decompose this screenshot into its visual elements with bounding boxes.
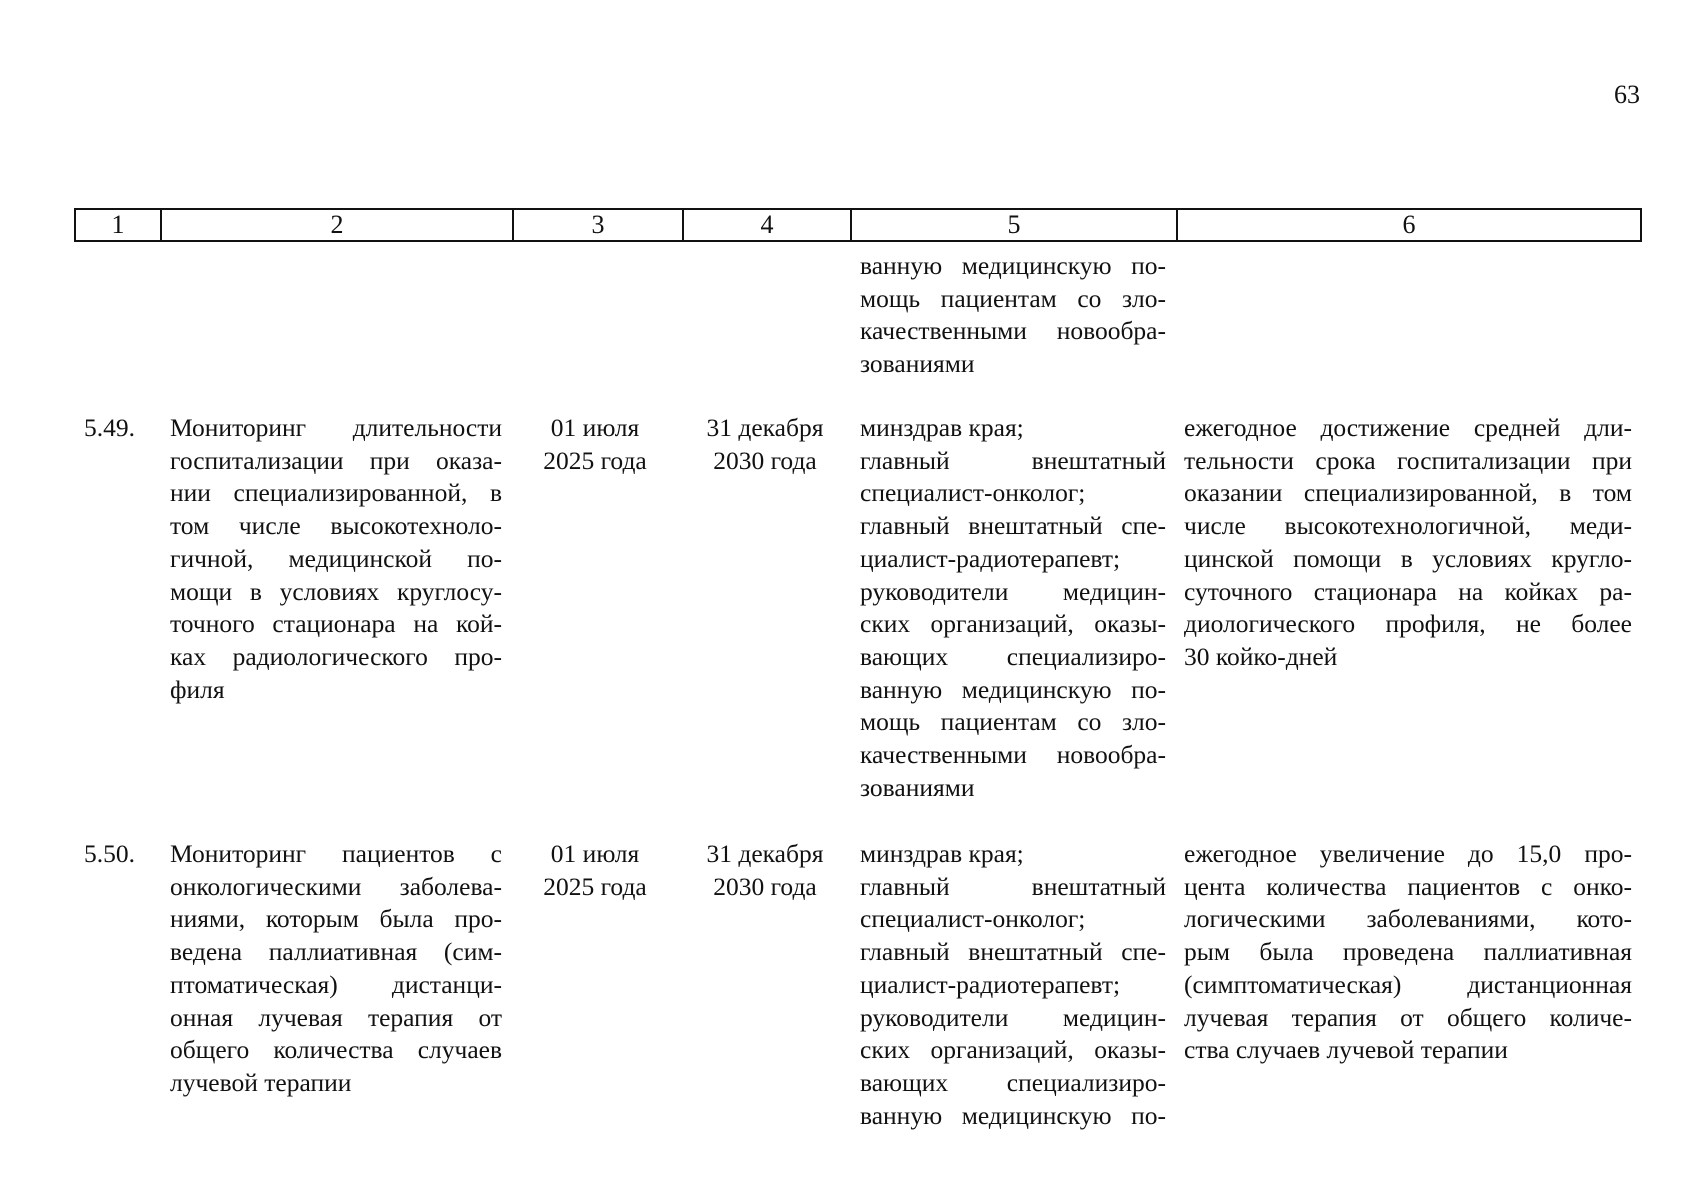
text-line: вающих специализиро-	[860, 1067, 1166, 1097]
text-line: гичной, медицинской по-	[170, 543, 502, 573]
text-line: ках радиологического про-	[170, 641, 502, 671]
start-date	[520, 838, 670, 903]
text-line: ских организаций, оказы-	[860, 609, 1166, 639]
text-line: 2030 года	[713, 871, 817, 901]
header-cell-1: 1	[75, 209, 161, 241]
text-line: 2030 года	[713, 445, 817, 475]
text-line: 31 декабря	[706, 839, 824, 868]
page-number: 63	[1614, 80, 1640, 109]
responsible-executors	[860, 412, 1166, 804]
text-line: 30 койко-дней	[1184, 641, 1338, 671]
text-line: мощи в условиях круглосу-	[170, 576, 502, 606]
text-line: цинской помощи в условиях кругло-	[1184, 543, 1632, 573]
header-cell-5: 5	[851, 209, 1177, 241]
text-line: цента количества пациентов с онко-	[1184, 871, 1632, 901]
text-line: диологического профиля, не более	[1184, 609, 1632, 639]
start-date	[520, 412, 670, 477]
text-line: логическими заболеваниями, кото-	[1184, 904, 1632, 934]
text-line: минздрав края;	[860, 839, 1024, 868]
text-line: мощь пациентам со зло-	[860, 283, 1166, 313]
text-line: мощь пациентам со зло-	[860, 707, 1166, 737]
text-line: главный внештатный	[860, 871, 1166, 901]
text-line: птоматическая) дистанци-	[170, 969, 502, 999]
text-line: 31 декабря	[706, 413, 824, 442]
text-line: ства случаев лучевой терапии	[1184, 1035, 1508, 1065]
text-line: нии специализированной, в	[170, 478, 502, 508]
header-cell-4: 4	[683, 209, 851, 241]
text-line: филя	[170, 674, 225, 704]
text-line: главный внештатный	[860, 445, 1166, 475]
text-line: лучевой терапии	[170, 1067, 352, 1097]
text-line: ванную медицинскую по-	[860, 1100, 1166, 1130]
row-number: 5.49.	[84, 413, 135, 442]
text-line: онкологическими заболева-	[170, 871, 502, 901]
text-line: ежегодное достижение средней дли-	[1184, 413, 1632, 442]
text-line: циалист-радиотерапевт;	[860, 543, 1121, 573]
text-line: специалист-онколог;	[860, 478, 1086, 508]
text-line: ведена паллиативная (сим-	[170, 937, 502, 967]
text-line: 2025 года	[543, 445, 647, 475]
text-line: ниями, которым была про-	[170, 904, 502, 934]
expected-result	[1184, 838, 1632, 1067]
text-line: Мониторинг длительности	[170, 413, 502, 442]
text-line: руководители медицин-	[860, 1002, 1166, 1032]
text-line: руководители медицин-	[860, 576, 1166, 606]
header-row	[75, 209, 1641, 241]
text-line: зованиями	[860, 349, 975, 379]
column-number-header	[74, 208, 1642, 242]
header-cell-3: 3	[513, 209, 683, 241]
text-line: 2025 года	[543, 871, 647, 901]
text-line: циалист-радиотерапевт;	[860, 969, 1121, 999]
text-line: вающих специализиро-	[860, 641, 1166, 671]
text-line: ежегодное увеличение до 15,0 про-	[1184, 839, 1632, 868]
text-line: лучевая терапия от общего количе-	[1184, 1002, 1632, 1032]
responsible-executors	[860, 838, 1166, 1132]
text-line: качественными новообра-	[860, 316, 1166, 346]
text-line: суточного стационара на койках ра-	[1184, 576, 1632, 606]
measure-description	[170, 412, 502, 706]
text-line: ванную медицинскую по-	[860, 674, 1166, 704]
text-line: минздрав края;	[860, 413, 1024, 442]
text-line: зованиями	[860, 772, 975, 802]
text-line: точного стационара на кой-	[170, 609, 502, 639]
row-number: 5.50.	[84, 839, 135, 868]
text-line: качественными новообра-	[860, 740, 1166, 770]
text-line: госпитализации при оказа-	[170, 445, 502, 475]
header-cell-2: 2	[161, 209, 513, 241]
text-line: 01 июля	[550, 413, 640, 442]
text-line: главный внештатный спе-	[860, 511, 1166, 541]
text-line: рым была проведена паллиативная	[1184, 937, 1632, 967]
text-line: Мониторинг пациентов с	[170, 839, 502, 868]
end-date	[690, 838, 840, 903]
expected-result	[1184, 412, 1632, 674]
text-line: числе высокотехнологичной, меди-	[1184, 511, 1632, 541]
text-line: (симптоматическая) дистанционная	[1184, 969, 1632, 999]
text-line: 01 июля	[550, 839, 640, 868]
measure-description	[170, 838, 502, 1100]
text-line: ванную медицинскую по-	[860, 251, 1166, 280]
text-line: оказании специализированной, в том	[1184, 478, 1632, 508]
text-line: онная лучевая терапия от	[170, 1002, 502, 1032]
text-line: ских организаций, оказы-	[860, 1035, 1166, 1065]
text-line: специалист-онколог;	[860, 904, 1086, 934]
text-line: главный внештатный спе-	[860, 937, 1166, 967]
header-cell-6: 6	[1177, 209, 1641, 241]
end-date	[690, 412, 840, 477]
text-line: общего количества случаев	[170, 1035, 502, 1065]
text-line: том числе высокотехноло-	[170, 511, 502, 541]
continuation-executors	[860, 250, 1166, 381]
text-line: тельности срока госпитализации при	[1184, 445, 1632, 475]
